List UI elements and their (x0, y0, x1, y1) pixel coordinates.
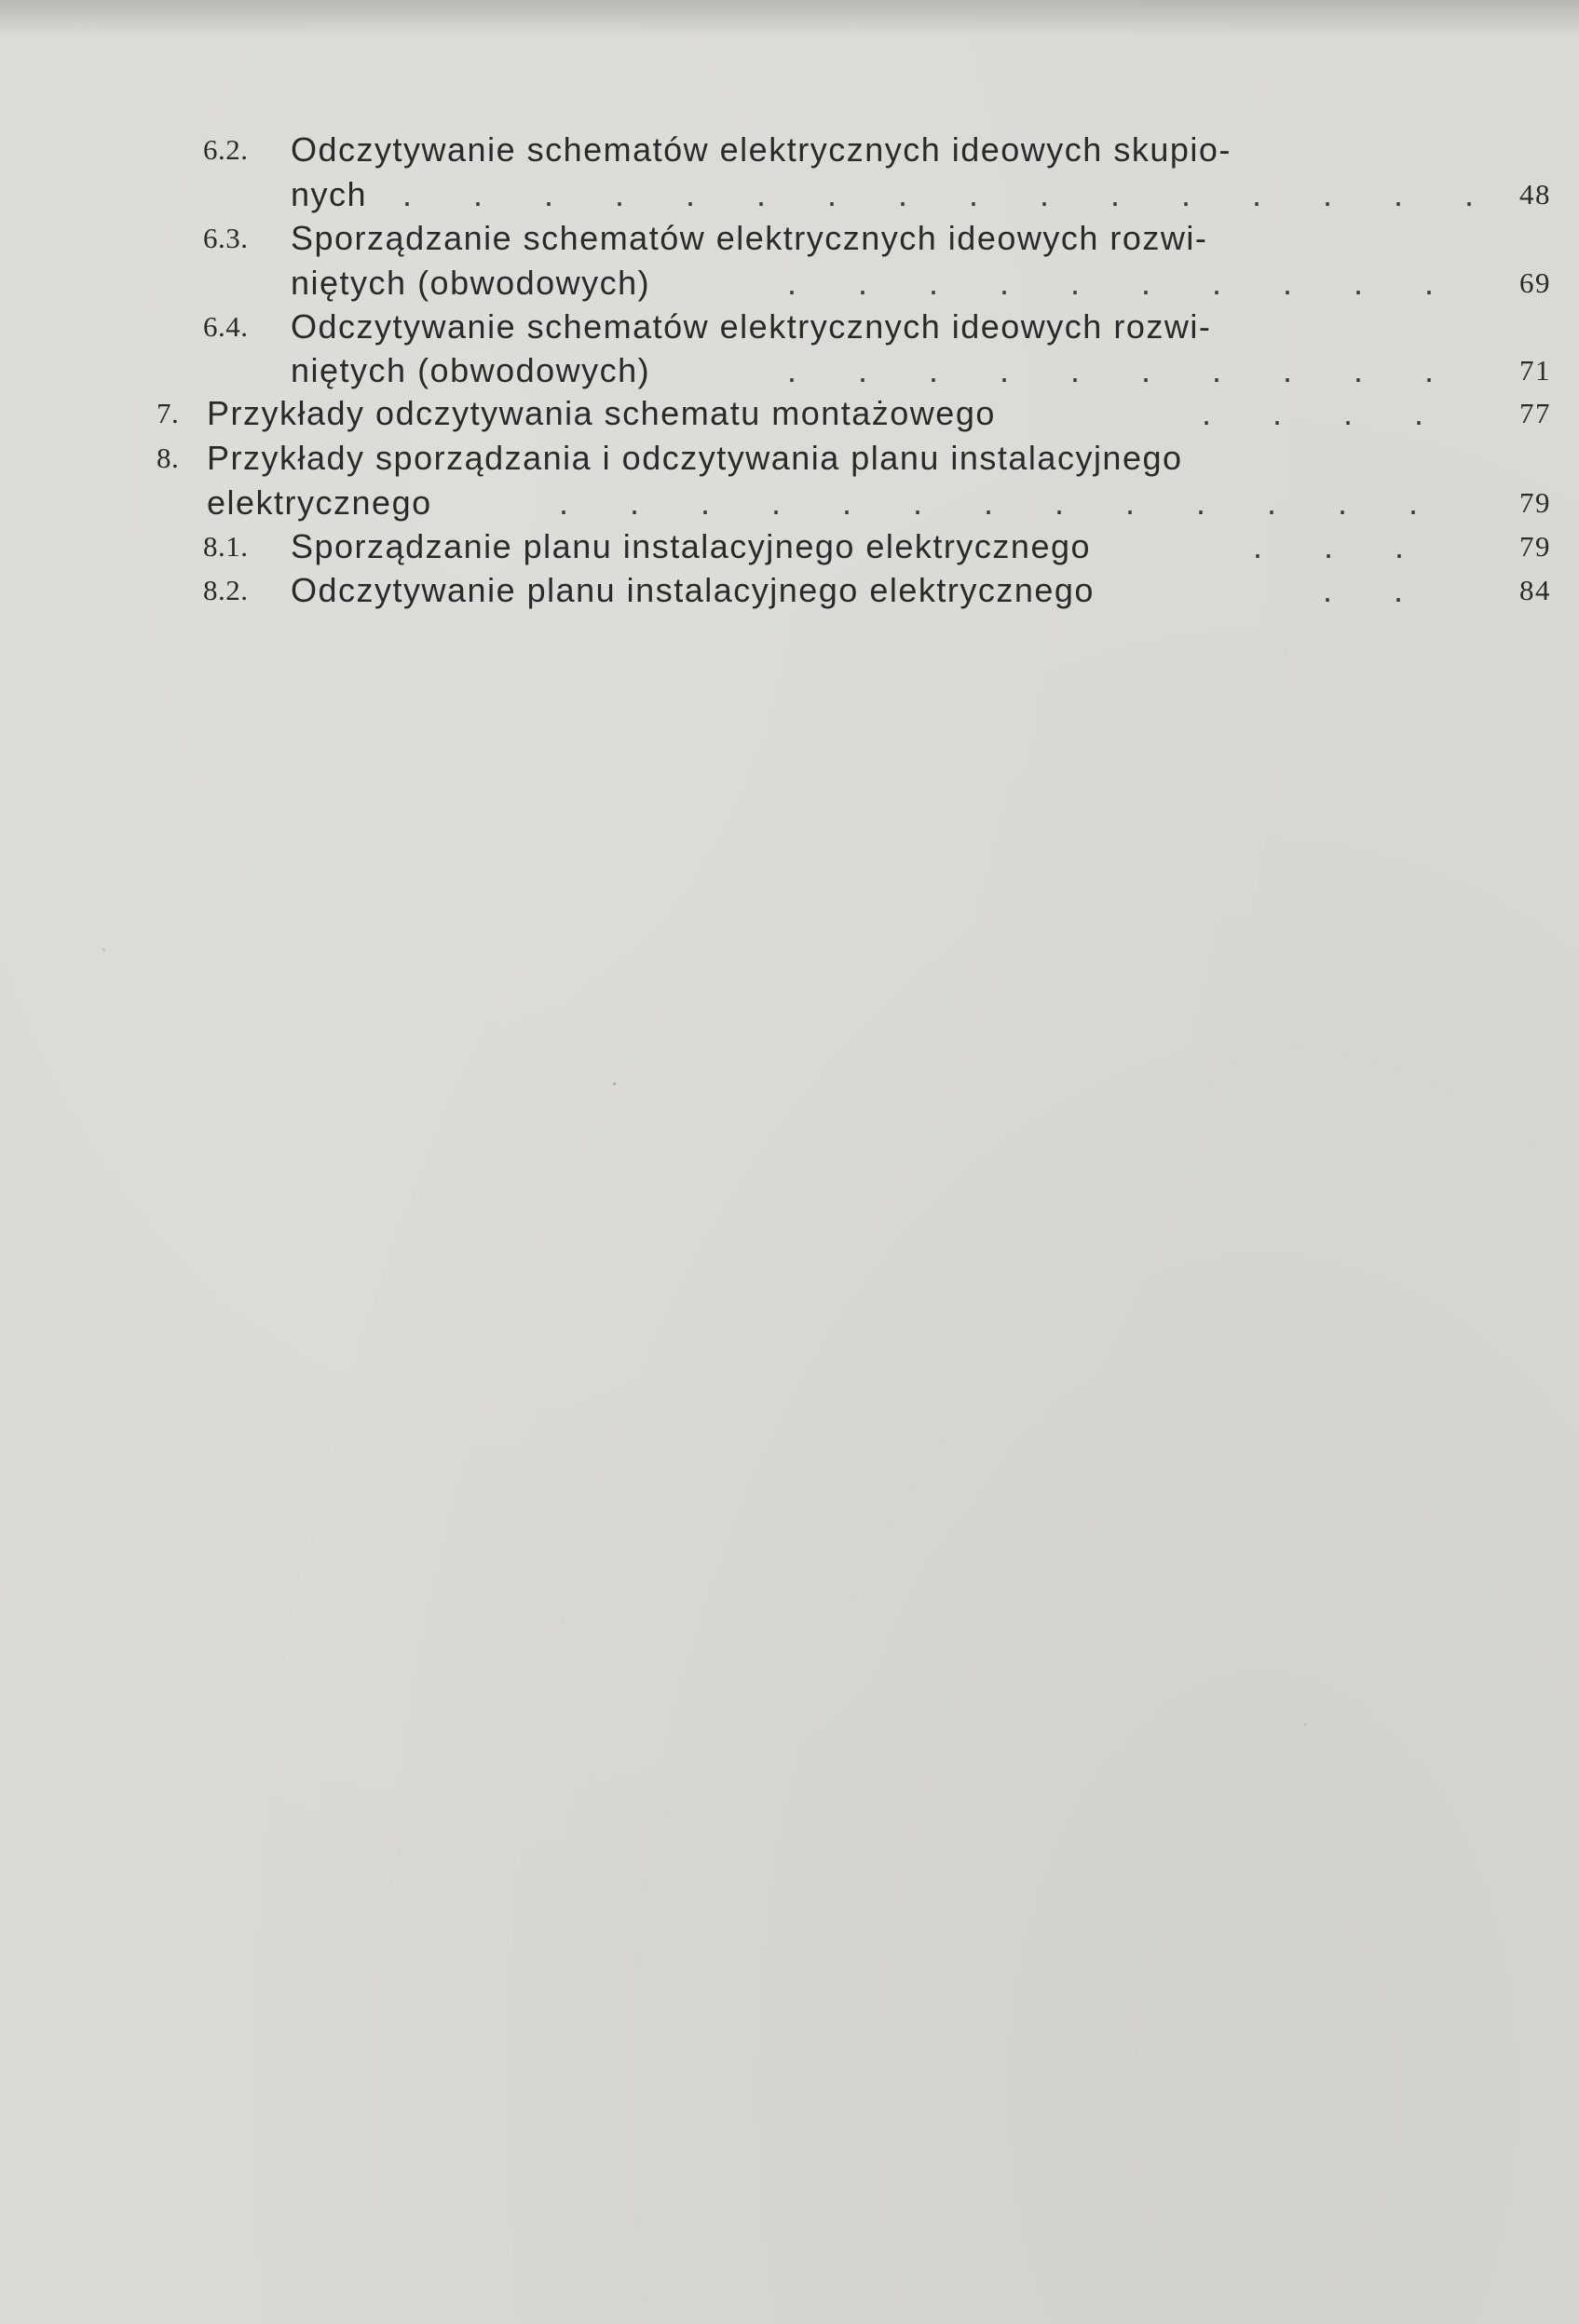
toc-entry-number: 6.3. (203, 222, 249, 254)
toc-entry-title-continued: niętych (obwodowych) (291, 264, 651, 302)
toc-entry-page: 48 (1519, 178, 1551, 211)
toc-entry-8-line-2 (0, 481, 1579, 525)
toc-entry-page: 79 (1519, 486, 1551, 519)
paper-speck (1304, 1723, 1307, 1726)
dot-leader: . . . . . . . . . . . . . (559, 483, 1445, 522)
toc-entry-6-2-line-1 (0, 128, 1579, 172)
toc-entry-title-continued: elektrycznego (207, 483, 432, 522)
toc-entry-page: 77 (1519, 397, 1551, 429)
toc-entry-title: Odczytywanie planu instalacyjnego elektrycznego (291, 571, 1095, 609)
toc-entry-title-continued: nych (291, 175, 368, 213)
toc-entry-title: Przykłady sporządzania i odczytywania planu instalacyjnego (207, 439, 1183, 477)
toc-entry-number: 8. (157, 442, 180, 474)
toc-entry-page: 71 (1519, 354, 1551, 387)
toc-entry-6-4-line-1 (0, 305, 1579, 349)
page-edge-shadow (0, 0, 1579, 37)
dot-leader: . . . . . . . . . . . . . . . . (402, 175, 1501, 213)
toc-entry-title: Odczytywanie schematów elektrycznych ideowych skupio- (291, 130, 1232, 169)
paper-speck (102, 948, 105, 951)
toc-entry-8-line-1 (0, 436, 1579, 481)
toc-entry-number: 6.4. (203, 310, 249, 343)
paper-speck (613, 1082, 616, 1085)
toc-entry-page: 84 (1519, 574, 1551, 606)
toc-entry-page: 79 (1519, 530, 1551, 563)
toc-entry-6-2-line-2 (0, 172, 1579, 217)
toc-entry-number: 7. (157, 397, 180, 429)
toc-entry-6-3-line-2 (0, 261, 1579, 306)
toc-entry-6-3-line-1 (0, 216, 1579, 261)
toc-entry-title: Przykłady odczytywania schematu montażowego (207, 394, 996, 432)
dot-leader: . . . . (1202, 394, 1450, 432)
dot-leader: . . . (1253, 527, 1431, 565)
dot-leader: . . . . . . . . . . (787, 351, 1461, 389)
dot-leader: . . . . . . . . . . (787, 264, 1461, 302)
toc-entry-title: Sporządzanie planu instalacyjnego elektrycznego (291, 527, 1092, 565)
toc-entry-number: 8.1. (203, 530, 249, 563)
toc-entry-title: Odczytywanie schematów elektrycznych ideowych rozwi- (291, 307, 1212, 346)
dot-leader: . . (1323, 571, 1430, 609)
toc-entry-8-2 (0, 568, 1579, 613)
toc-entry-page: 69 (1519, 266, 1551, 299)
toc-entry-8-1 (0, 524, 1579, 569)
toc-entry-number: 6.2. (203, 133, 249, 166)
toc-entry-number: 8.2. (203, 574, 249, 606)
toc-entry-title-continued: niętych (obwodowych) (291, 351, 651, 389)
toc-entry-6-4-line-2 (0, 348, 1579, 393)
toc-entry-7 (0, 391, 1579, 436)
toc-entry-title: Sporządzanie schematów elektrycznych ideowych rozwi- (291, 219, 1208, 257)
